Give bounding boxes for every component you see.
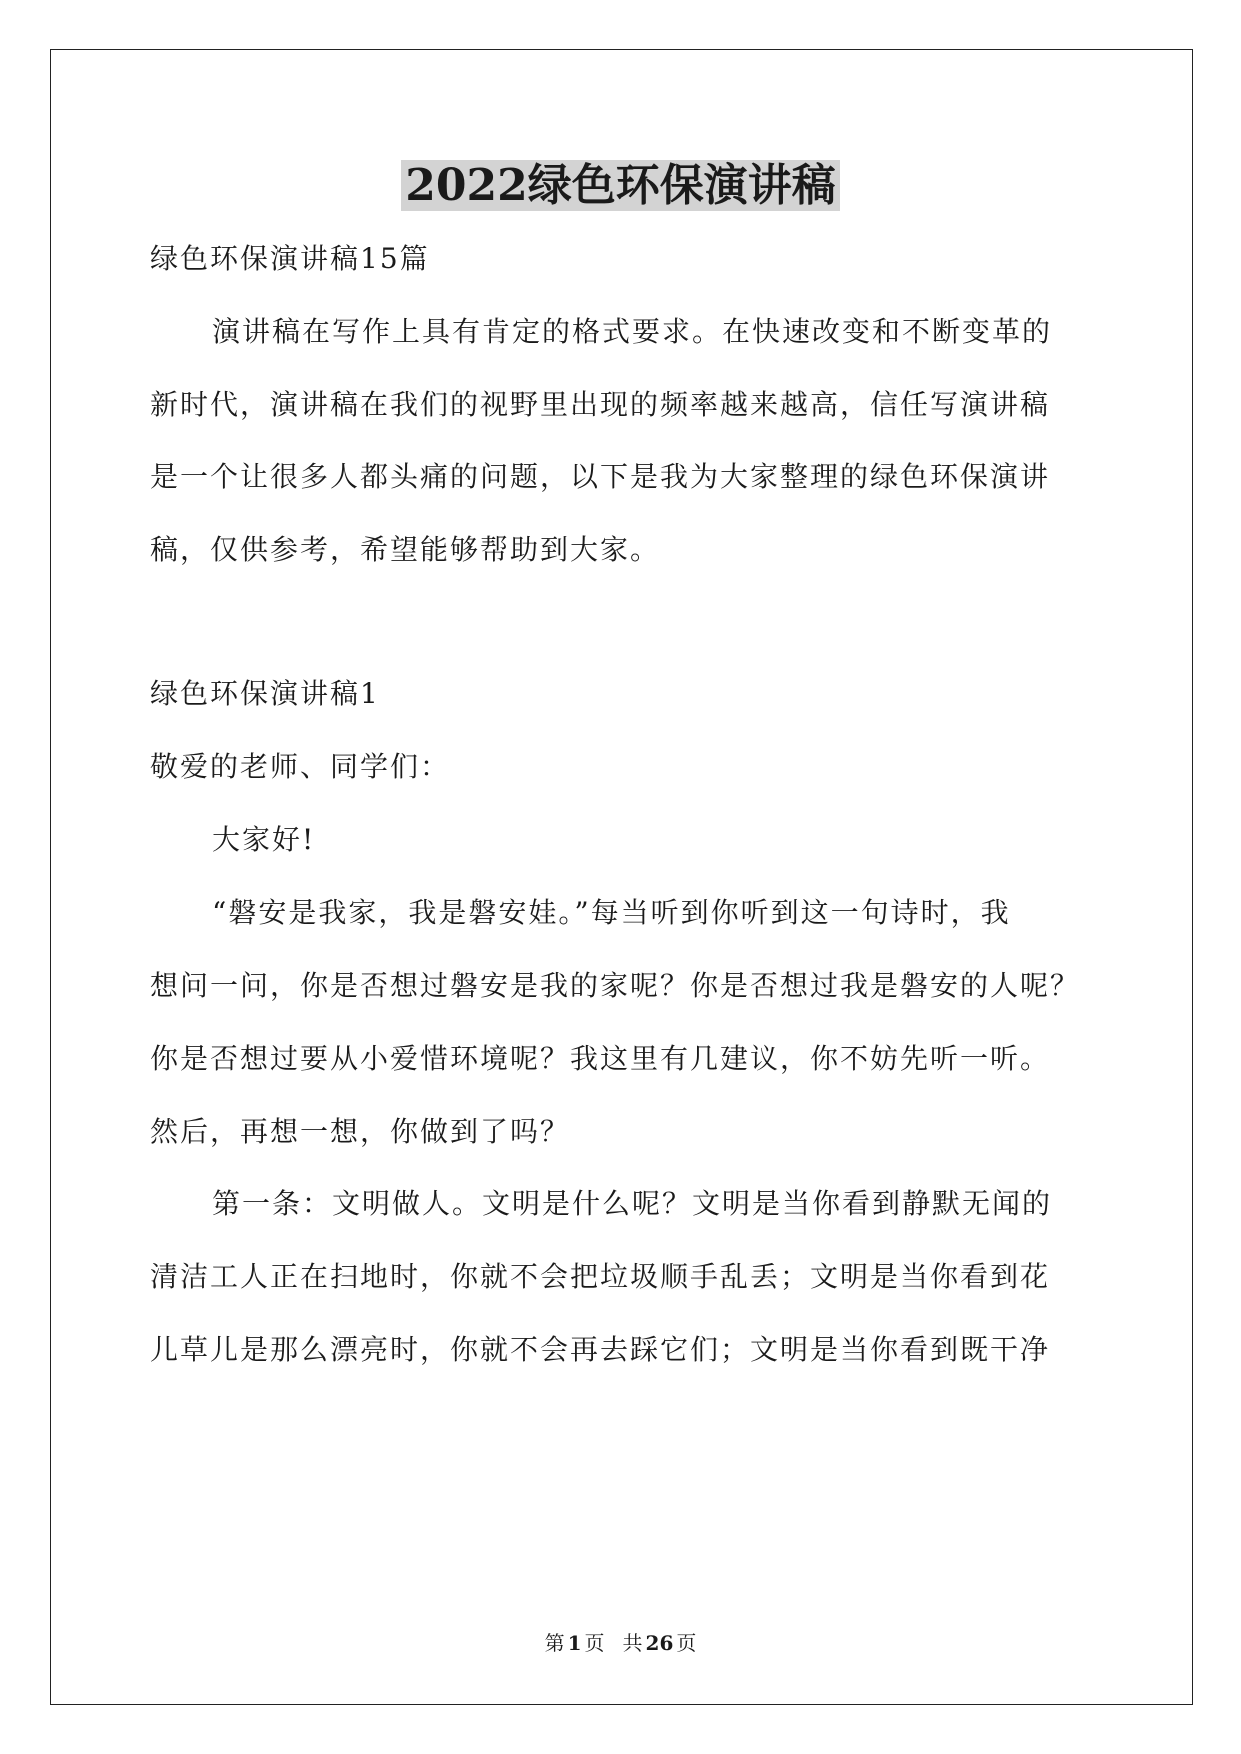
para1-line-1: “磐安是我家，我是磐安娃。”每当听到你听到这一句诗时，我 [212, 896, 1011, 929]
intro-line-1: 演讲稿在写作上具有肯定的格式要求。在快速改变和不断变革的 [212, 315, 1053, 348]
para2-line-3: 儿草儿是那么漂亮时，你就不会再去踩它们；文明是当你看到既干净 [150, 1333, 1051, 1366]
intro-line-2: 新时代，演讲稿在我们的视野里出现的频率越来越高，信任写演讲稿 [150, 388, 1051, 421]
footer-total-pages: 26 [645, 1631, 674, 1655]
salutation: 敬爱的老师、同学们： [150, 750, 451, 783]
document-title [0, 158, 1241, 214]
footer-prefix: 第 [544, 1631, 565, 1655]
para2-line-1: 第一条：文明做人。文明是什么呢？文明是当你看到静默无闻的 [212, 1187, 1053, 1220]
footer-total-suffix: 页 [676, 1631, 697, 1655]
footer-page-word: 页 [584, 1631, 605, 1655]
document-subtitle: 绿色环保演讲稿15篇 [150, 242, 430, 275]
para1-line-2: 想问一问，你是否想过磐安是我的家呢？你是否想过我是磐安的人呢？ [150, 969, 1081, 1002]
intro-line-4: 稿，仅供参考，希望能够帮助到大家。 [150, 533, 661, 566]
para2-line-2: 清洁工人正在扫地时，你就不会把垃圾顺手乱丢；文明是当你看到花 [150, 1260, 1051, 1293]
footer-current-page: 1 [567, 1631, 582, 1655]
page-border [50, 49, 1193, 1705]
para1-line-3: 你是否想过要从小爱惜环境呢？我这里有几建议，你不妨先听一听。 [150, 1042, 1051, 1075]
page-footer [0, 1630, 1241, 1656]
greeting: 大家好! [212, 823, 316, 856]
intro-line-3: 是一个让很多人都头痛的问题，以下是我为大家整理的绿色环保演讲 [150, 460, 1051, 493]
footer-total-prefix: 共 [622, 1631, 643, 1655]
para1-line-4: 然后，再想一想，你做到了吗？ [150, 1115, 571, 1148]
section-heading: 绿色环保演讲稿1 [150, 677, 380, 710]
document-title-text: 2022绿色环保演讲稿 [401, 160, 839, 211]
